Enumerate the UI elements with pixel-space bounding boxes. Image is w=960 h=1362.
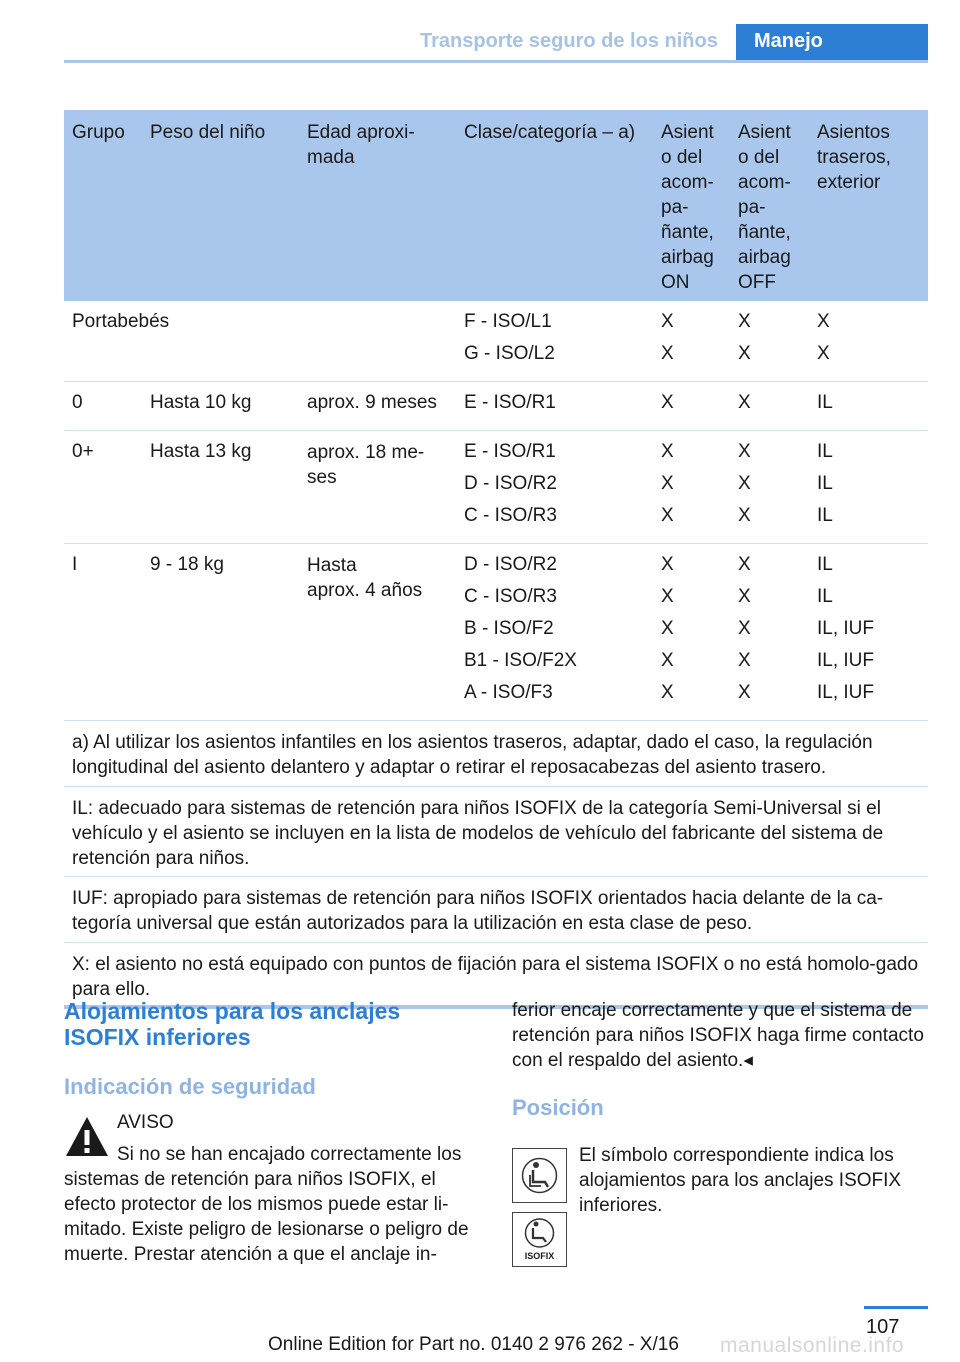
isofix-seat-icon [513, 1149, 566, 1202]
cell-off: X [738, 650, 751, 671]
watermark: manualsonline.info [720, 1334, 905, 1357]
cell-grupo: Portabebés [72, 311, 170, 332]
header-rule [64, 60, 928, 63]
cell-off: X [738, 682, 751, 703]
table-row [64, 431, 928, 544]
cell-clase: G - ISO/L2 [464, 343, 555, 364]
cell-on: X [661, 441, 674, 462]
table-header [64, 110, 928, 301]
cell-ext: IL [817, 586, 833, 607]
col-airbag-on: Asient o del acom- pa- ñante, airbag ON [661, 122, 714, 293]
col-exterior: Asientos traseros, exterior [817, 122, 891, 193]
cell-off: X [738, 473, 751, 494]
col-edad: Edad aproxi- mada [307, 122, 415, 168]
cell-on: X [661, 473, 674, 494]
cell-ext: IL [817, 554, 833, 575]
cell-off: X [738, 343, 751, 364]
cell-clase: A - ISO/F3 [464, 682, 553, 703]
cell-clase: C - ISO/R3 [464, 505, 557, 526]
cell-peso: Hasta 13 kg [150, 441, 252, 462]
cell-ext: IL [817, 441, 833, 462]
right-column [512, 998, 928, 1121]
cell-on: X [661, 618, 674, 639]
cell-ext: IL [817, 505, 833, 526]
cell-off: X [738, 618, 751, 639]
cell-off: X [738, 311, 751, 332]
cell-on: X [661, 392, 674, 413]
table-note-iuf: IUF: apropiado para sistemas de retención para niños ISOFIX orientados hacia delante de la ca-tegoría universal que están autorizados para la utilización en esta clase de peso. [64, 877, 928, 943]
cell-clase: D - ISO/R2 [464, 554, 557, 575]
cell-clase: D - ISO/R2 [464, 473, 557, 494]
warning-continued-text: ferior encaje correctamente y que el sistema de retención para niños ISOFIX haga firme contacto con el respaldo del asiento.◂ [512, 1000, 924, 1071]
cell-grupo: 0 [72, 392, 83, 413]
cell-ext: IL [817, 392, 833, 413]
col-grupo: Grupo [72, 122, 125, 143]
table-note-il: IL: adecuado para sistemas de retención para niños ISOFIX de la categoría Semi-Universal si el vehículo y el asiento se incluyen en la lista de modelos de vehículo del fabricante del sistema de retención para niños. [64, 787, 928, 877]
cell-grupo: 0+ [72, 441, 94, 462]
cell-ext: X [817, 311, 830, 332]
cell-on: X [661, 311, 674, 332]
cell-off: X [738, 441, 751, 462]
table-body [64, 301, 928, 721]
cell-off: X [738, 505, 751, 526]
isofix-seat-symbol [512, 1148, 567, 1203]
table-row [64, 544, 928, 721]
cell-peso: 9 - 18 kg [150, 554, 224, 575]
cell-clase: B - ISO/F2 [464, 618, 554, 639]
col-peso: Peso del niño [150, 122, 266, 143]
cell-ext: IL, IUF [817, 650, 875, 671]
warning-title: AVISO [117, 1112, 174, 1133]
cell-peso: Hasta 10 kg [150, 392, 252, 413]
cell-off: X [738, 392, 751, 413]
cell-on: X [661, 554, 674, 575]
table-note-a: a) Al utilizar los asientos infantiles en los asientos traseros, adaptar, dado el caso, la regulación longitudinal del asiento delantero y adaptar o retirar el reposacabezas del asiento trasero. [64, 721, 928, 787]
cell-edad: aprox. 9 meses [307, 392, 437, 413]
section-heading-isofix: Alojamientos para los anclajes ISOFIX inferiores [64, 998, 401, 1050]
cell-on: X [661, 586, 674, 607]
footer-rule [864, 1306, 928, 1309]
cell-clase: F - ISO/L1 [464, 311, 552, 332]
isofix-label: ISOFIX [524, 1251, 555, 1261]
cell-edad: Hasta aprox. 4 años [307, 555, 423, 601]
isofix-seat-symbol-labeled [512, 1212, 567, 1267]
subheading-position: Posición [512, 1095, 604, 1120]
col-clase: Clase/categoría – a) [464, 122, 636, 143]
warning-text: Si no se han encajado correctamente los sistemas de retención para niños ISOFIX, el efecto protector de los mismos puede estar li-mitado. Existe peligro de lesionarse o peligro de muerte. Prestar atención a que el anclaje in- [64, 1144, 469, 1265]
cell-edad: aprox. 18 me- ses [307, 442, 425, 488]
running-header-section: Transporte seguro de los niños [420, 30, 718, 52]
table-row [64, 382, 928, 431]
cell-clase: E - ISO/R1 [464, 392, 556, 413]
cell-on: X [661, 650, 674, 671]
cell-on: X [661, 505, 674, 526]
cell-ext: X [817, 343, 830, 364]
cell-ext: IL, IUF [817, 682, 875, 703]
page-number: 107 [866, 1316, 900, 1338]
cell-ext: IL, IUF [817, 618, 875, 639]
edition-text: Online Edition for Part no. 0140 2 976 262 - X/16 [268, 1334, 679, 1355]
col-airbag-off: Asient o del acom- pa- ñante, airbag OFF [738, 122, 791, 293]
subheading-safety: Indicación de seguridad [64, 1074, 316, 1099]
table-note-x: X: el asiento no está equipado con puntos de fijación para el sistema ISOFIX o no está homolo-gado para ello. [72, 954, 919, 1000]
left-column [64, 998, 480, 1100]
cell-clase: B1 - ISO/F2X [464, 650, 577, 671]
cell-clase: C - ISO/R3 [464, 586, 557, 607]
child-seat-table [64, 110, 928, 1009]
table-row [64, 301, 928, 382]
cell-clase: E - ISO/R1 [464, 441, 556, 462]
cell-on: X [661, 343, 674, 364]
cell-ext: IL [817, 473, 833, 494]
cell-off: X [738, 554, 751, 575]
chapter-tab: Manejo [736, 24, 928, 62]
cell-on: X [661, 682, 674, 703]
position-text: El símbolo correspondiente indica los alojamientos para los anclajes ISOFIX inferiores. [579, 1145, 902, 1216]
isofix-seat-icon [513, 1213, 566, 1253]
cell-grupo: I [72, 554, 78, 575]
cell-off: X [738, 586, 751, 607]
